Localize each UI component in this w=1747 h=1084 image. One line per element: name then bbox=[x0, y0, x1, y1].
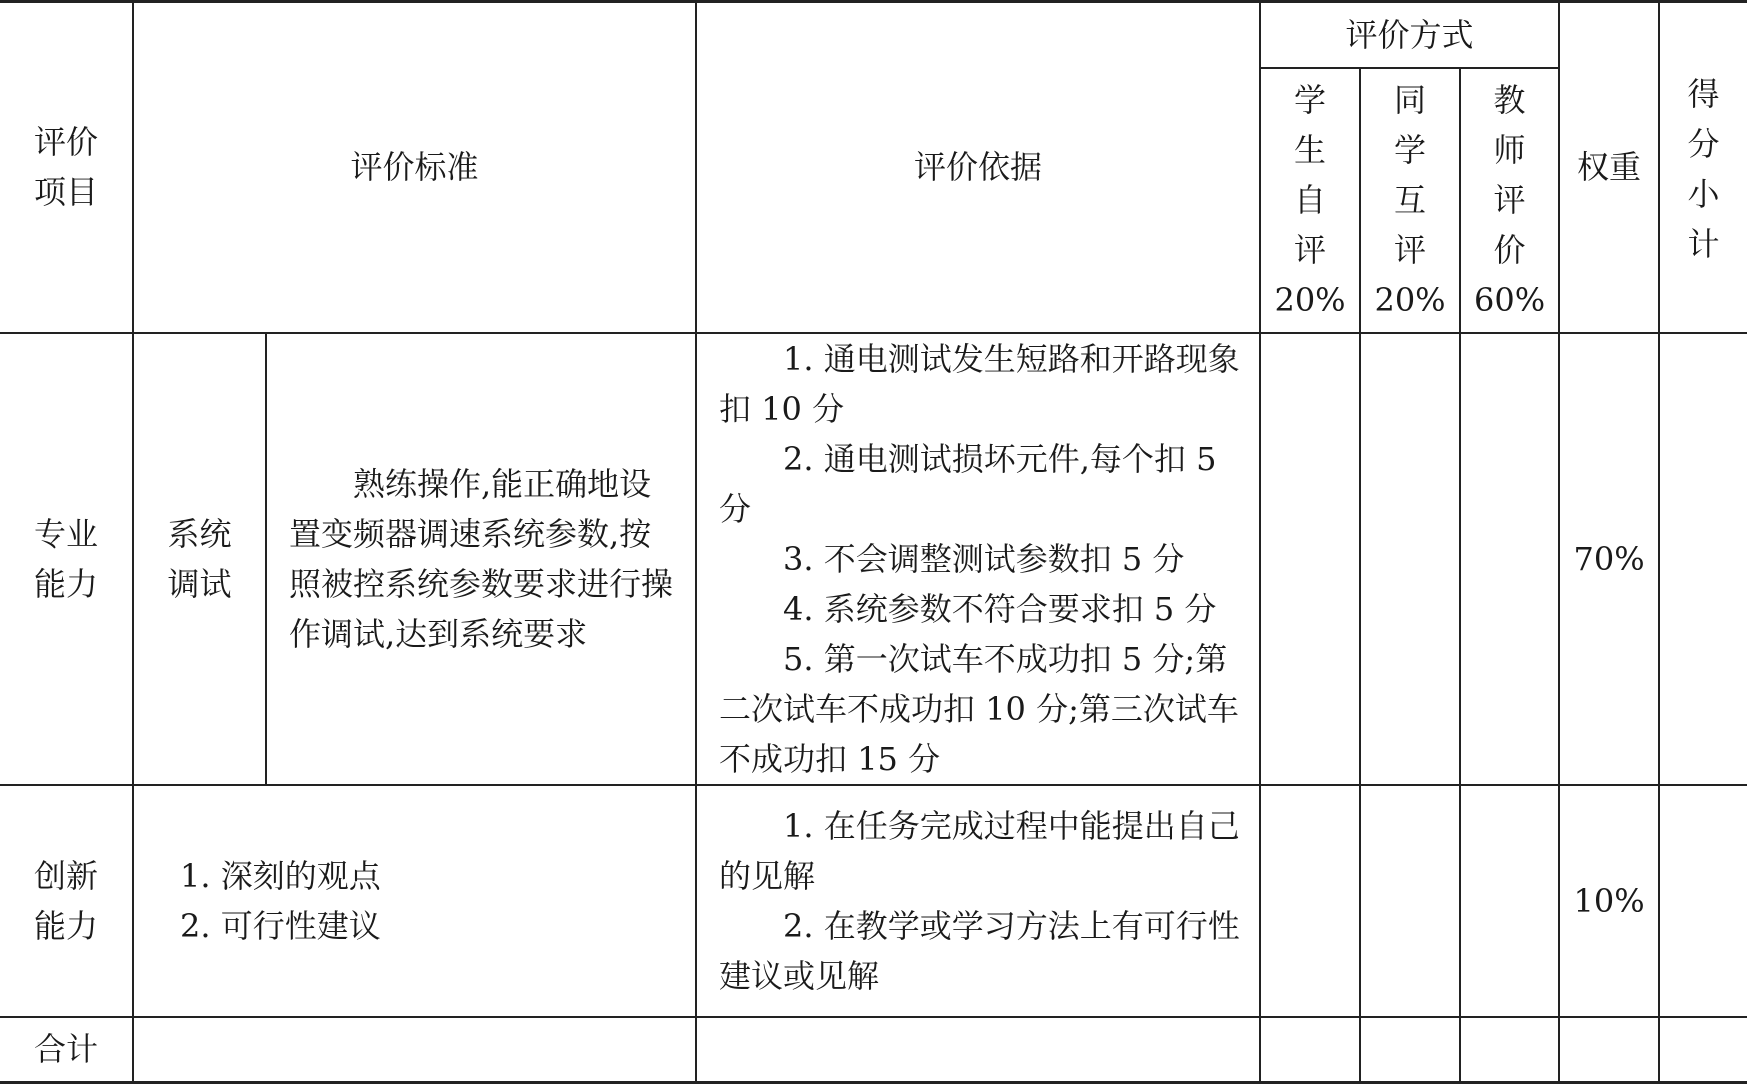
professional-subitem-line: 系统 bbox=[167, 514, 232, 553]
innovation-teacher-score bbox=[1460, 785, 1559, 1017]
innovation-peer-score bbox=[1360, 785, 1460, 1017]
header-subtotal-char: 小 bbox=[1687, 175, 1720, 213]
total-peer-score bbox=[1360, 1017, 1460, 1083]
header-teacher-char: 价 bbox=[1493, 231, 1526, 269]
total-subtotal bbox=[1659, 1017, 1747, 1083]
professional-basis-item: 4. 系统参数不符合要求扣 5 分 bbox=[783, 589, 1217, 628]
professional-basis-item: 5. 第一次试车不成功扣 5 分;第二次试车不成功扣 10 分;第三次试车不成功扣 15 分 bbox=[719, 639, 1239, 778]
header-item-line: 评价 bbox=[33, 123, 98, 162]
innovation-item-line: 创新 bbox=[33, 856, 98, 895]
innovation-self-score bbox=[1260, 785, 1360, 1017]
innovation-subtotal bbox=[1659, 785, 1747, 1017]
professional-subitem-line: 调试 bbox=[167, 564, 232, 603]
innovation-basis-cell bbox=[696, 785, 1260, 1017]
header-subtotal-char: 计 bbox=[1687, 225, 1720, 263]
innovation-standard-item: 1. 深刻的观点 bbox=[180, 856, 381, 895]
header-basis: 评价依据 bbox=[696, 2, 1260, 333]
header-peer-char: 评 bbox=[1394, 231, 1427, 269]
header-teacher-char: 评 bbox=[1493, 181, 1526, 219]
header-item-line: 项目 bbox=[33, 173, 98, 212]
total-weight bbox=[1559, 1017, 1659, 1083]
innovation-basis-item: 2. 在教学或学习方法上有可行性建议或见解 bbox=[719, 906, 1240, 995]
total-standard bbox=[133, 1017, 696, 1083]
total-label: 合计 bbox=[0, 1017, 133, 1083]
professional-standard-cell bbox=[266, 333, 696, 785]
innovation-item-cell bbox=[0, 785, 133, 1017]
professional-peer-score bbox=[1360, 333, 1460, 785]
header-method: 评价方式 bbox=[1260, 2, 1559, 68]
header-teacher-char: 教 bbox=[1493, 81, 1526, 119]
header-self-percent: 20% bbox=[1274, 281, 1346, 319]
professional-item-line: 专业 bbox=[33, 514, 98, 553]
header-peer-char: 学 bbox=[1394, 131, 1427, 169]
total-basis bbox=[696, 1017, 1260, 1083]
header-teacher-eval-cell bbox=[1460, 68, 1559, 333]
header-peer-eval-cell bbox=[1360, 68, 1460, 333]
header-self-char: 评 bbox=[1294, 231, 1327, 269]
professional-self-score bbox=[1260, 333, 1360, 785]
header-peer-char: 同 bbox=[1394, 81, 1427, 119]
header-teacher-percent: 60% bbox=[1473, 281, 1546, 319]
header-self-char: 自 bbox=[1294, 181, 1327, 219]
professional-subtotal bbox=[1659, 333, 1747, 785]
professional-basis-cell bbox=[696, 333, 1260, 785]
header-peer-char: 互 bbox=[1394, 181, 1427, 219]
professional-basis-item: 1. 通电测试发生短路和开路现象扣 10 分 bbox=[719, 339, 1240, 428]
header-subtotal-char: 分 bbox=[1687, 125, 1720, 163]
professional-standard-text: 熟练操作,能正确地设置变频器调速系统参数,按照被控系统参数要求进行操作调试,达到系统要求 bbox=[289, 464, 674, 653]
total-self-score bbox=[1260, 1017, 1360, 1083]
header-self-eval-cell bbox=[1260, 68, 1360, 333]
total-teacher-score bbox=[1460, 1017, 1559, 1083]
professional-item-line: 能力 bbox=[33, 564, 98, 603]
header-self-char: 生 bbox=[1294, 131, 1327, 169]
header-standard: 评价标准 bbox=[133, 2, 696, 333]
professional-basis-item: 2. 通电测试损坏元件,每个扣 5 分 bbox=[719, 439, 1217, 528]
professional-subitem-cell bbox=[133, 333, 266, 785]
header-teacher-char: 师 bbox=[1493, 131, 1526, 169]
innovation-standard-cell bbox=[133, 785, 696, 1017]
header-peer-percent: 20% bbox=[1374, 281, 1446, 319]
innovation-basis-item: 1. 在任务完成过程中能提出自己的见解 bbox=[719, 806, 1240, 895]
header-self-char: 学 bbox=[1294, 81, 1327, 119]
innovation-item-line: 能力 bbox=[33, 906, 98, 945]
professional-basis-item: 3. 不会调整测试参数扣 5 分 bbox=[783, 539, 1185, 578]
header-weight: 权重 bbox=[1559, 2, 1659, 333]
header-subtotal-cell bbox=[1659, 2, 1747, 333]
header-item-cell bbox=[0, 2, 133, 333]
professional-teacher-score bbox=[1460, 333, 1559, 785]
professional-weight: 70% bbox=[1559, 333, 1659, 785]
professional-item-cell bbox=[0, 333, 133, 785]
innovation-standard-item: 2. 可行性建议 bbox=[180, 906, 381, 945]
header-subtotal-char: 得 bbox=[1687, 75, 1720, 113]
innovation-weight: 10% bbox=[1559, 785, 1659, 1017]
